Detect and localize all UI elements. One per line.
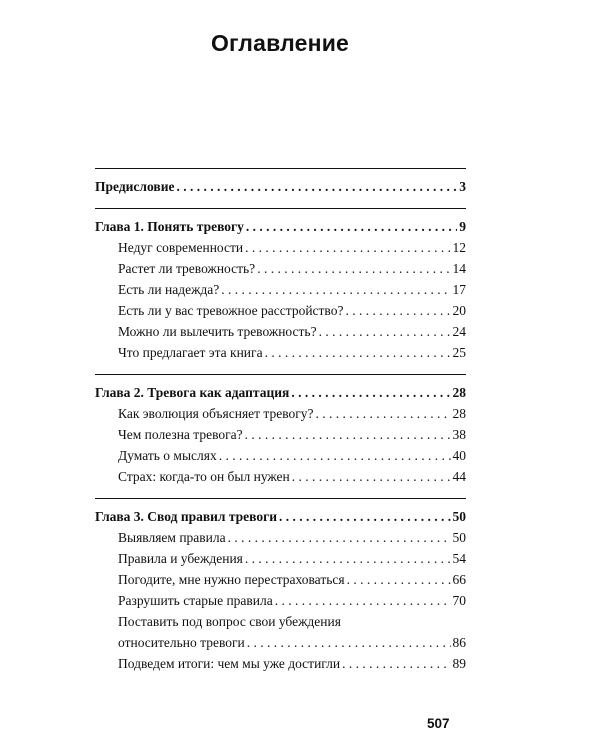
toc-entry-title: Погодите, мне нужно перестраховаться [118,572,345,587]
toc-entry-page: 40 [452,448,466,463]
toc-entry-section[interactable] [95,590,466,611]
dot-leader [292,466,451,487]
preface-block [95,168,466,197]
toc-entry-title: Как эволюция объясняет тревогу? [118,406,314,421]
toc-entry-title: Глава 1. Понять тревогу [95,219,244,234]
toc-entry-section[interactable] [95,527,466,548]
toc-entry-title-line-1: Поставить под вопрос свои убеждения [118,614,341,629]
toc-entry-page: 38 [452,427,466,442]
toc-entry-section[interactable] [95,653,466,674]
toc-entry-section[interactable] [95,466,466,487]
toc-entry-title: Можно ли вылечить тревожность? [118,324,317,339]
toc-entry-page: 54 [452,551,466,566]
toc-entry-page: 28 [452,385,466,400]
toc-entry-page: 89 [452,656,466,671]
dot-leader [316,403,451,424]
toc-entry-page: 9 [459,219,466,234]
toc-entry-title: Есть ли надежда? [118,282,220,297]
dot-leader [291,382,450,403]
toc-entry-title: Думать о мыслях [118,448,217,463]
toc-entry-section[interactable] [95,424,466,445]
toc-entry-section[interactable] [95,403,466,424]
toc-entry-page: 25 [452,345,466,360]
toc-entry-chapter-3[interactable] [95,506,466,527]
dot-leader [219,445,451,466]
toc-entry-title: Глава 3. Свод правил тревоги [95,509,278,524]
chapter-3-block [95,498,466,674]
toc-entry-page: 28 [452,406,466,421]
toc-entry-section[interactable] [95,569,466,590]
toc-entry-section[interactable] [95,445,466,466]
chapter-1-block [95,208,466,363]
toc-entry-section[interactable] [95,611,466,653]
toc-entry-title: Предисловие [95,179,175,194]
toc-entry-page: 20 [452,303,466,318]
dot-leader [246,216,457,237]
dot-leader [275,590,451,611]
dot-leader [279,506,450,527]
toc-entry-line-2 [118,632,466,653]
toc-entry-title-line-2: относительно тревоги [118,635,245,650]
toc-entry-title: Растет ли тревожность? [118,261,256,276]
dot-leader [265,342,451,363]
chapter-2-block [95,374,466,487]
dot-leader [319,321,451,342]
toc-entry-page: 70 [452,593,466,608]
toc-entry-section[interactable] [95,258,466,279]
page-title: Оглавление [210,30,350,56]
toc-entry-title: Правила и убеждения [118,551,243,566]
toc-entry-page: 66 [452,572,466,587]
toc-entry-title: Глава 2. Тревога как адаптация [95,385,290,400]
toc-entry-page: 3 [459,179,466,194]
page-number: 507 [427,716,450,731]
toc-entry-section[interactable] [95,342,466,363]
toc-entry-title: Что предлагает эта книга [118,345,263,360]
dot-leader [228,527,451,548]
toc-entry-preface[interactable] [95,176,466,197]
toc-entry-title: Подведем итоги: чем мы уже достигли [118,656,341,671]
toc-entry-section[interactable] [95,548,466,569]
toc-entry-title: Разрушить старые правила [118,593,273,608]
toc-entry-page: 50 [452,530,466,545]
toc-entry-page: 17 [452,282,466,297]
toc-entry-section[interactable] [95,300,466,321]
toc-entry-section[interactable] [95,279,466,300]
dot-leader [245,548,451,569]
toc-entry-title: Чем полезна тревога? [118,427,243,442]
dot-leader [247,632,451,653]
dot-leader [347,569,451,590]
dot-leader [245,237,450,258]
toc-entry-chapter-2[interactable] [95,382,466,403]
toc-entry-section[interactable] [95,321,466,342]
toc-entry-title: Недуг современности [118,240,244,255]
dot-leader [221,279,450,300]
toc-entry-section[interactable] [95,237,466,258]
toc-entry-page: 14 [452,261,466,276]
dot-leader [176,176,457,197]
toc-entry-page: 86 [452,635,466,650]
toc-entry-title: Есть ли у вас тревожное расстройство? [118,303,344,318]
toc-entry-title: Выявляем правила [118,530,226,545]
toc-entry-page: 44 [452,469,466,484]
dot-leader [342,653,450,674]
toc-entry-page: 12 [452,240,466,255]
toc-entry-page: 24 [452,324,466,339]
toc-entry-page: 50 [452,509,466,524]
toc-entry-title: Страх: когда-то он был нужен [118,469,290,484]
dot-leader [345,300,450,321]
dot-leader [257,258,450,279]
toc-entry-chapter-1[interactable] [95,216,466,237]
table-of-contents [95,168,466,674]
dot-leader [245,424,451,445]
